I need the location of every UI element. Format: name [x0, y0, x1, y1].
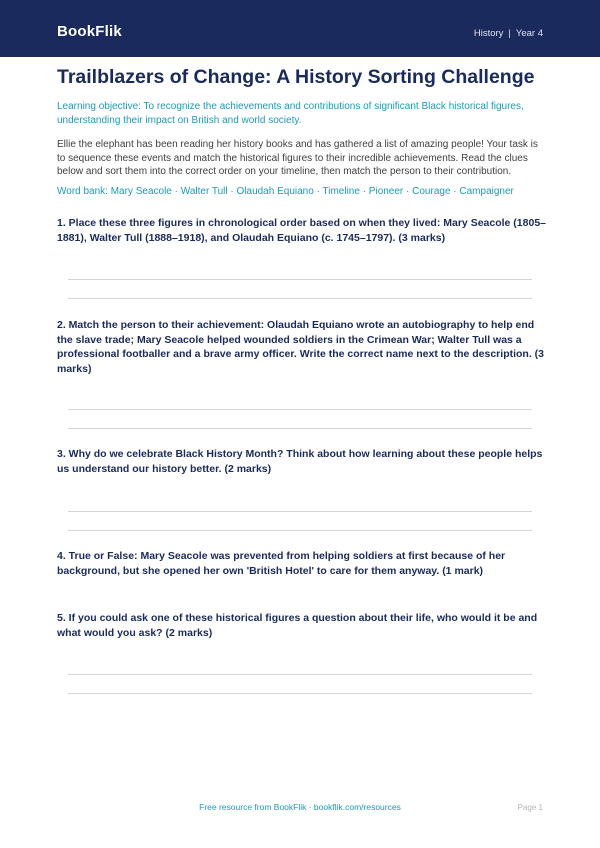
word-bank: Word bank: Mary Seacole · Walter Tull · Olaudah Equiano · Timeline · Pioneer · Courage · Campaigner — [57, 186, 514, 197]
answer-line[interactable] — [68, 511, 532, 512]
question-2: 2. Match the person to their achievement: Olaudah Equiano wrote an autobiography to help end the slave trade; Mary Seacole helped wounded soldiers in the Crimean War; Walter Tull was a professional footballer and a brave army officer. Write the correct name next to the description. (3 marks) — [57, 319, 545, 375]
question-4: 4. True or False: Mary Seacole was prevented from helping soldiers at first because of her background, but she opened her own 'British Hotel' to care for them anyway. (1 mark) — [57, 550, 506, 577]
brand-logo-text[interactable]: BookFlik — [57, 23, 122, 40]
answer-line[interactable] — [68, 428, 532, 429]
meta-separator: | — [508, 28, 511, 39]
learning-objective: Learning objective: To recognize the achievements and contributions of significant Black historical figures, understanding their impact on British and world society. — [57, 101, 524, 126]
question-3: 3. Why do we celebrate Black History Month? Think about how learning about these people helps us understand our history better. (2 marks) — [57, 448, 543, 475]
page-number: Page 1 — [517, 803, 543, 812]
answer-line[interactable] — [68, 674, 532, 675]
footer-resource-link[interactable]: Free resource from BookFlik · bookflik.com/resources — [199, 802, 401, 812]
page-title: Trailblazers of Change: A History Sorting Challenge — [57, 66, 535, 88]
answer-line[interactable] — [68, 279, 532, 280]
subject-label: History — [473, 28, 504, 39]
question-5: 5. If you could ask one of these historical figures a question about their life, who would it be and what would you ask? (2 marks) — [57, 612, 538, 639]
answer-line[interactable] — [68, 298, 532, 299]
answer-line[interactable] — [68, 530, 532, 531]
subject-year-label — [474, 28, 543, 39]
question-1: 1. Place these three figures in chronological order based on when they lived: Mary Seacole (1805–1881), Walter Tull (1888–1918), and Olaudah Equiano (c. 1745–1797). (3 marks) — [57, 217, 546, 244]
answer-line[interactable] — [68, 693, 532, 694]
page-header — [0, 0, 600, 57]
intro-paragraph: Ellie the elephant has been reading her history books and has gathered a list of amazing people! Your task is to sequence these events and match the historical figures to their incredible achievements. Read the clues below and sort them into the correct order on your timeline, then match the person to their contribution. — [57, 139, 538, 177]
answer-line[interactable] — [68, 409, 532, 410]
year-label: Year 4 — [515, 28, 543, 39]
